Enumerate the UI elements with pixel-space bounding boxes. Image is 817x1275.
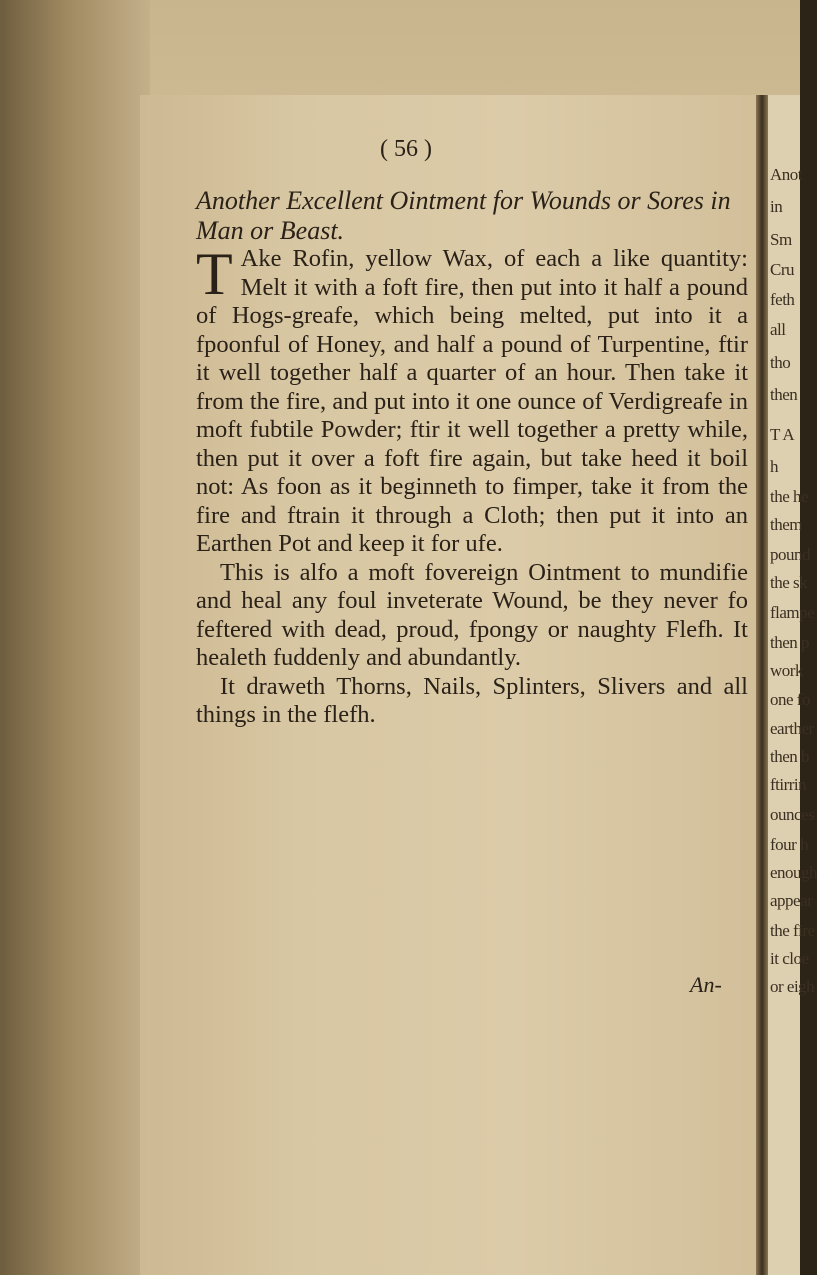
facing-page-line: flampe (770, 603, 815, 622)
facing-page-line: the fire (770, 921, 815, 940)
facing-page-line: then (770, 385, 798, 404)
facing-page-line: the sk (770, 573, 808, 592)
facing-page-line: Cru (770, 260, 794, 279)
page-edge-shadow (0, 0, 150, 1275)
facing-page-line: feth (770, 290, 795, 309)
book-gutter (756, 95, 768, 1275)
paragraph-3: It draweth Thorns, Nails, Splinters, Slivers and all things in the flefh. (196, 672, 748, 728)
facing-page-line: ftirrin (770, 775, 807, 794)
paragraph-2: This is alfo a moft fovereign Ointment to mundifie and heal any foul inveterate Wound, be they never fo feftered with dead, proud, fpongy or naughty Flefh. It healeth fuddenly and abundantly. (196, 558, 748, 671)
facing-page-line: T A (770, 425, 795, 444)
paragraph-1-text: Ake Rofin, yellow Wax, of each a like quantity: Melt it with a foft fire, then put into it half a pound of Hogs-greafe, which being melted, put into it a fpoonful of Honey, and half a pound of Turpentine, ftir it well together half a quarter of an hour. Then take it from the fire, and put into it one ounce of Verdigreafe in moft fubtile Powder; ftir it well together a pretty while, then put it over a foft fire again, but take heed it boil not: As foon as it beginneth to fimper, take it from the fire and ftrain it through a Cloth; then put it into an Earthen Pot and keep it for ufe. (196, 245, 748, 557)
facing-page-line: ounces (770, 805, 815, 824)
drop-cap: T (196, 241, 233, 307)
facing-page-line: it cloe (770, 949, 809, 968)
facing-page-line: four h (770, 835, 809, 854)
paragraph-1 (196, 241, 748, 559)
facing-page-line: then b (770, 747, 810, 766)
facing-page-line: Sm (770, 230, 792, 249)
facing-page-line: Anot (770, 165, 802, 184)
facing-page-line: h (770, 457, 778, 476)
section-title: Another Excellent Ointment for Wounds or Sores in Man or Beast. (196, 186, 731, 245)
facing-page-line: in (770, 197, 783, 216)
facing-page-line: earther (770, 719, 814, 738)
facing-page-line: all (770, 320, 786, 339)
facing-page-line: them (770, 515, 802, 534)
facing-page-line: or eigh (770, 977, 815, 996)
facing-page-line: work (770, 661, 803, 680)
facing-page-strip (768, 95, 817, 1275)
facing-page-line: tho (770, 353, 791, 372)
page-number: ( 56 ) (380, 136, 432, 162)
facing-page-line: the he (770, 487, 809, 506)
recipe-text (196, 241, 748, 730)
facing-page-line: pound (770, 545, 810, 564)
facing-page-line: enough (770, 863, 817, 882)
catchword: An- (690, 972, 722, 997)
facing-page-line: one fo (770, 690, 810, 709)
facing-page-line: then p (770, 633, 810, 652)
facing-page-line: appear (770, 891, 813, 910)
